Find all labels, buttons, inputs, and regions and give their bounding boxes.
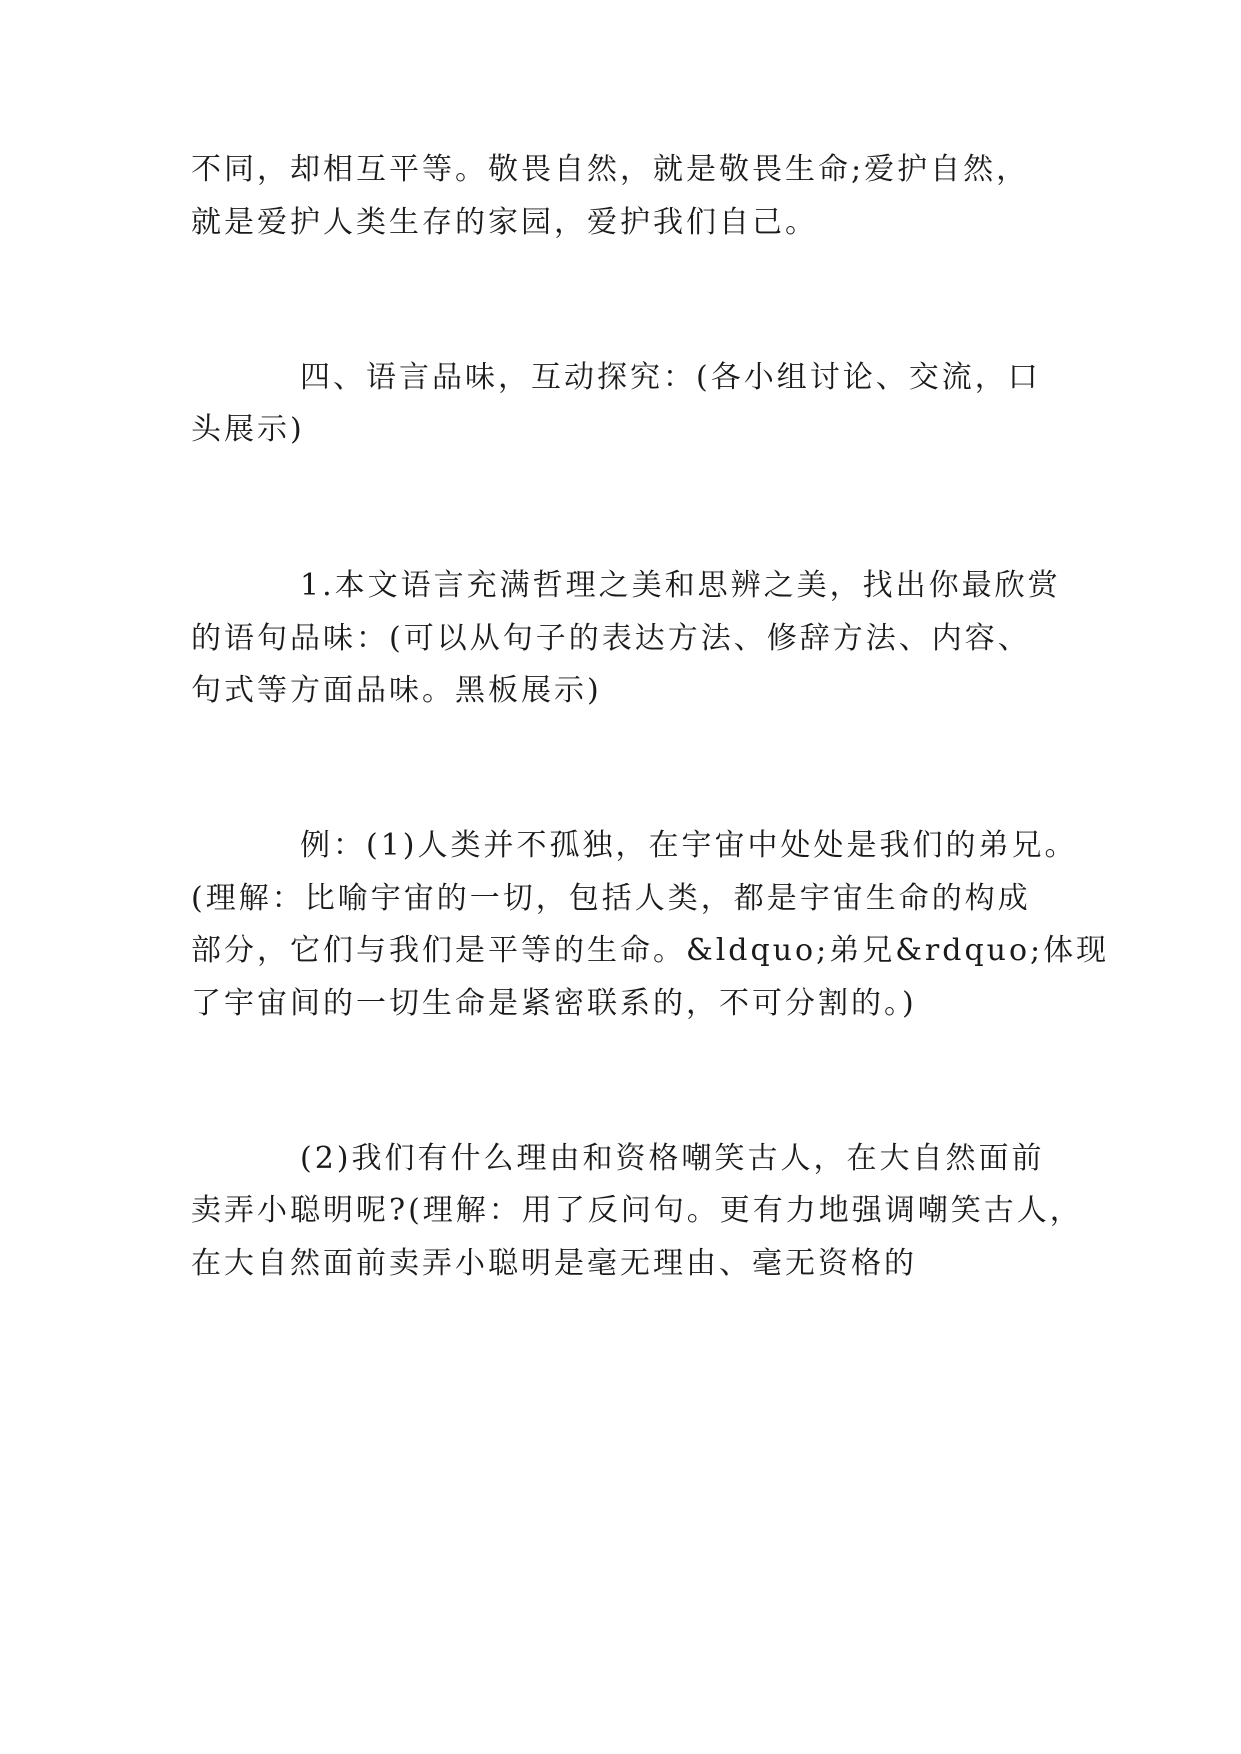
paragraph-2-line-1: 四、语言品味，互动探究：(各小组讨论、交流，口 <box>300 360 1041 395</box>
paragraph-4-line-3: 部分，它们与我们是平等的生命。&ldquo;弟兄&rdquo;体现 <box>191 933 1110 968</box>
paragraph-5-line-2: 卖弄小聪明呢?(理解：用了反问句。更有力地强调嘲笑古人， <box>191 1193 1083 1228</box>
paragraph-5-line-1: (2)我们有什么理由和资格嘲笑古人，在大自然面前 <box>300 1141 1045 1176</box>
paragraph-1-line-1: 不同，却相互平等。敬畏自然，就是敬畏生命;爱护自然， <box>191 152 1030 187</box>
paragraph-4-line-2: (理解：比喻宇宙的一切，包括人类，都是宇宙生命的构成 <box>191 881 1031 916</box>
paragraph-4-line-4: 了宇宙间的一切生命是紧密联系的，不可分割的。) <box>191 986 917 1021</box>
paragraph-5-line-3: 在大自然面前卖弄小聪明是毫无理由、毫无资格的 <box>191 1246 917 1281</box>
paragraph-2-line-2: 头展示) <box>191 412 305 447</box>
paragraph-1-line-2: 就是爱护人类生存的家园，爱护我们自己。 <box>191 205 818 240</box>
paragraph-3-line-2: 的语句品味：(可以从句子的表达方法、修辞方法、内容、 <box>191 621 1031 656</box>
paragraph-4-line-1: 例：(1)人类并不孤独，在宇宙中处处是我们的弟兄。 <box>300 828 1078 863</box>
paragraph-3-line-3: 句式等方面品味。黑板展示) <box>191 673 602 708</box>
paragraph-3-line-1: 1.本文语言充满哲理之美和思辨之美，找出你最欣赏 <box>300 568 1061 603</box>
